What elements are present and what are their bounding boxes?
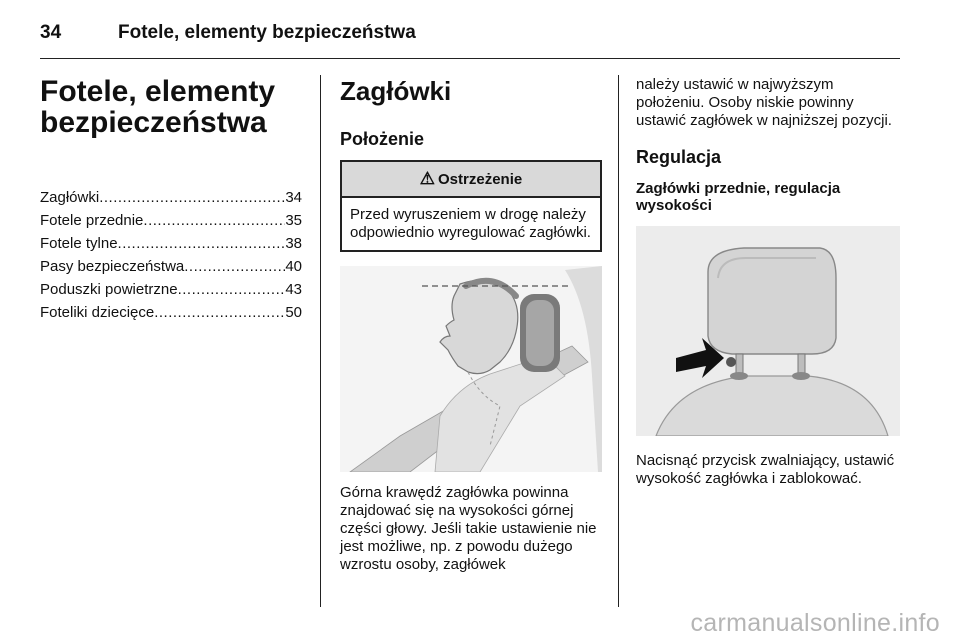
subsection-title-polozenie: Położenie bbox=[340, 129, 425, 149]
toc-page: 35 bbox=[285, 212, 302, 229]
toc-leader bbox=[143, 209, 285, 232]
header-rule bbox=[40, 58, 900, 59]
headrest-adjustment-svg bbox=[636, 226, 900, 436]
warning-header bbox=[342, 162, 600, 198]
toc-item[interactable] bbox=[40, 232, 302, 255]
head-position-svg bbox=[340, 266, 602, 472]
section-title-zaglowki: Zagłówki bbox=[340, 76, 452, 106]
toc-item[interactable] bbox=[40, 301, 302, 324]
toc-page: 40 bbox=[285, 258, 302, 275]
toc-item[interactable] bbox=[40, 255, 302, 278]
page-header bbox=[40, 14, 900, 54]
paragraph-upper-edge: Górna krawędź zagłówka powinna znajdować się na wysokości górnej części głowy. Jeśli takie ustawienie nie jest możliwe, np. z powodu dużego wzrostu osoby, zagłówek bbox=[340, 484, 597, 573]
warning-title: Ostrzeżenie bbox=[438, 170, 523, 188]
toc-item[interactable] bbox=[40, 209, 302, 232]
toc-page: 43 bbox=[285, 281, 302, 298]
column-divider-right bbox=[618, 75, 619, 607]
watermark: carmanualsonline.info bbox=[690, 609, 940, 637]
chapter-title-line2: bezpieczeństwa bbox=[40, 106, 267, 139]
toc-leader bbox=[118, 232, 286, 255]
toc-label: Fotele tylne bbox=[40, 235, 118, 252]
toc-label: Fotele przednie bbox=[40, 212, 144, 229]
subsection-title-front-headrests: Zagłówki przednie, regulacja wysokości bbox=[636, 180, 841, 214]
warning-triangle-icon: ⚠ bbox=[419, 169, 436, 188]
toc-page: 50 bbox=[285, 304, 302, 321]
right-column bbox=[636, 76, 900, 488]
chapter-title bbox=[40, 76, 302, 138]
section-title-regulacja: Regulacja bbox=[636, 147, 722, 167]
left-column bbox=[40, 76, 302, 324]
toc-label: Foteliki dziecięce bbox=[40, 304, 155, 321]
warning-box bbox=[340, 160, 602, 252]
head-position-illustration bbox=[340, 266, 602, 472]
toc-item[interactable] bbox=[40, 278, 302, 301]
middle-column bbox=[340, 76, 602, 574]
toc-leader bbox=[178, 278, 286, 301]
paragraph-continued: należy ustawić w najwyższym położeniu. Osoby niskie powinny ustawić zagłówek w najniższej pozycji. bbox=[636, 76, 892, 129]
table-of-contents bbox=[40, 186, 302, 324]
warning-text: Przed wyruszeniem w drogę należy odpowiednio wyregulować zagłówki. bbox=[350, 206, 591, 241]
toc-label: Zagłówki bbox=[40, 189, 100, 206]
toc-leader bbox=[99, 186, 285, 209]
toc-label: Poduszki powietrzne bbox=[40, 281, 178, 298]
toc-page: 34 bbox=[285, 189, 302, 206]
toc-label: Pasy bezpieczeństwa bbox=[40, 258, 185, 275]
column-divider-left bbox=[320, 75, 321, 607]
toc-leader bbox=[184, 255, 285, 278]
toc-item[interactable] bbox=[40, 186, 302, 209]
page-number: 34 bbox=[40, 22, 62, 43]
paragraph-press-button: Nacisnąć przycisk zwalniający, ustawić wysokość zagłówka i zablokować. bbox=[636, 452, 895, 487]
headrest-adjustment-illustration bbox=[636, 226, 900, 436]
chapter-title-line1: Fotele, elementy bbox=[40, 75, 276, 108]
toc-page: 38 bbox=[285, 235, 302, 252]
toc-leader bbox=[154, 301, 285, 324]
header-title: Fotele, elementy bezpieczeństwa bbox=[118, 22, 416, 43]
